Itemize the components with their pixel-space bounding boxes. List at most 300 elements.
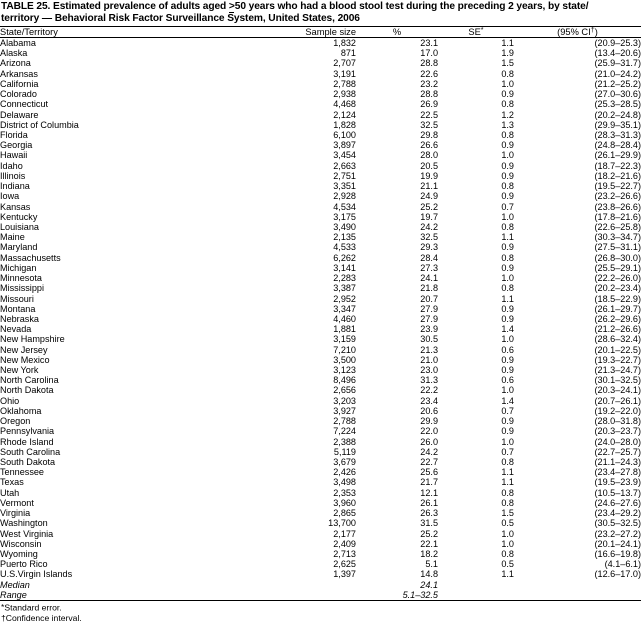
cell-se: 1.0 xyxy=(501,273,514,284)
cell-se: 1.1 xyxy=(501,569,514,580)
table-row xyxy=(0,477,641,487)
cell-percent: 22.0 xyxy=(420,426,438,437)
cell-ci: (29.9–35.1) xyxy=(594,119,641,130)
cell-percent: 21.0 xyxy=(420,354,438,365)
cell-percent: 23.1 xyxy=(420,38,438,49)
cell-state: Washington xyxy=(0,518,48,529)
cell-sample-size: 7,210 xyxy=(333,344,356,355)
cell-ci: (26.8–30.0) xyxy=(594,252,641,263)
cell-sample-size: 3,203 xyxy=(333,395,356,406)
cell-se: 0.7 xyxy=(501,405,514,416)
cell-state: Connecticut xyxy=(0,99,49,110)
cell-percent: 21.7 xyxy=(420,477,438,488)
footnote-mark: † xyxy=(1,613,6,624)
footnote-marker-star: * xyxy=(480,24,484,34)
column-header-se-label: SE xyxy=(468,26,481,37)
cell-ci: (20.1–24.1) xyxy=(594,538,641,549)
table-row xyxy=(0,79,641,89)
cell-sample-size: 871 xyxy=(340,48,356,59)
table-row xyxy=(0,334,641,344)
cell-percent: 27.9 xyxy=(420,313,438,324)
footnote-text: Standard error. xyxy=(4,602,62,613)
cell-ci: (20.1–22.5) xyxy=(594,344,641,355)
cell-ci: (28.6–32.4) xyxy=(594,334,641,345)
table-row xyxy=(0,150,641,160)
cell-state: Wyoming xyxy=(0,548,38,559)
cell-ci: (21.3–24.7) xyxy=(594,365,641,376)
cell-ci: (23.2–27.2) xyxy=(594,528,641,539)
cell-se: 0.7 xyxy=(501,201,514,212)
column-header-ci xyxy=(514,24,641,37)
cell-se: 0.8 xyxy=(501,130,514,140)
cell-sample-size: 2,938 xyxy=(333,89,356,100)
cell-state: California xyxy=(0,78,39,89)
cell-percent: 24.2 xyxy=(420,221,438,232)
cell-state: Pennsylvania xyxy=(0,426,55,437)
cell-se: 0.6 xyxy=(501,344,514,355)
cell-ci: (24.8–28.4) xyxy=(594,140,641,151)
table-rows xyxy=(0,38,641,580)
cell-ci: (28.0–31.8) xyxy=(594,416,641,427)
cell-se: 1.4 xyxy=(501,395,514,406)
cell-ci: (25.9–31.7) xyxy=(594,58,641,69)
cell-se: 0.9 xyxy=(501,242,514,253)
cell-state: Iowa xyxy=(0,191,20,202)
cell-sample-size: 2,283 xyxy=(333,273,356,284)
table-row xyxy=(0,385,641,395)
cell-sample-size: 4,468 xyxy=(333,99,356,110)
cell-se: 0.8 xyxy=(501,181,514,192)
column-header-state: State/Territory xyxy=(0,26,58,37)
cell-percent: 25.2 xyxy=(420,528,438,539)
footnote-marker-dagger: † xyxy=(590,24,595,34)
cell-percent: 23.9 xyxy=(420,324,438,335)
table-row xyxy=(0,38,641,48)
cell-percent: 31.5 xyxy=(420,518,438,529)
cell-percent: 5.1 xyxy=(425,559,438,570)
table-row xyxy=(0,447,641,457)
footnote-mark: * xyxy=(1,602,5,613)
cell-percent: 24.1 xyxy=(420,273,438,284)
cell-percent: 26.6 xyxy=(420,140,438,151)
cell-sample-size: 5,119 xyxy=(333,446,356,457)
cell-state: Vermont xyxy=(0,497,34,508)
cell-state: Kansas xyxy=(0,201,31,212)
column-header-percent: % xyxy=(392,26,402,37)
cell-percent: 28.0 xyxy=(420,150,438,161)
cell-percent: 26.3 xyxy=(420,508,438,519)
table-row xyxy=(0,416,641,426)
cell-ci: (23.4–27.8) xyxy=(594,467,641,478)
cell-se: 1.0 xyxy=(501,528,514,539)
cell-state: North Carolina xyxy=(0,375,59,386)
cell-percent: 26.9 xyxy=(420,99,438,110)
footnote-text: Confidence interval. xyxy=(5,613,82,624)
cell-state: Montana xyxy=(0,303,36,314)
cell-state: Indiana xyxy=(0,181,30,192)
cell-state: District of Columbia xyxy=(0,119,79,130)
footnote xyxy=(1,602,641,613)
cell-state: Kentucky xyxy=(0,211,38,222)
cell-percent: 27.9 xyxy=(420,303,438,314)
cell-state: Virginia xyxy=(0,508,31,519)
table-row xyxy=(0,518,641,528)
cell-percent: 22.1 xyxy=(420,538,438,549)
table-row xyxy=(0,130,641,140)
cell-se: 1.3 xyxy=(501,119,514,130)
cell-se: 1.0 xyxy=(501,334,514,345)
table-row xyxy=(0,498,641,508)
table-row xyxy=(0,181,641,191)
cell-sample-size: 2,788 xyxy=(333,416,356,427)
cell-ci: (24.6–27.6) xyxy=(594,497,641,508)
cell-se: 0.8 xyxy=(501,68,514,79)
table-row xyxy=(0,140,641,150)
cell-sample-size: 3,141 xyxy=(333,262,356,273)
cell-sample-size: 2,928 xyxy=(333,191,356,202)
cell-percent: 19.9 xyxy=(420,170,438,181)
cell-ci: (18.5–22.9) xyxy=(594,293,641,304)
cell-state: Maryland xyxy=(0,242,38,253)
cell-se: 0.8 xyxy=(501,283,514,294)
table-title-line2: territory — Behavioral Risk Factor Surveillance System, United States, 2006 xyxy=(1,13,360,25)
table-header xyxy=(0,24,641,37)
table-row xyxy=(0,488,641,498)
cell-se: 0.8 xyxy=(501,221,514,232)
cell-ci: (30.1–32.5) xyxy=(594,375,641,386)
cell-percent: 23.4 xyxy=(420,395,438,406)
cell-state: New Jersey xyxy=(0,344,48,355)
table-row xyxy=(0,304,641,314)
cell-state: South Dakota xyxy=(0,457,56,467)
cell-sample-size: 13,700 xyxy=(328,518,356,529)
cell-ci: (23.2–26.6) xyxy=(594,191,641,202)
cell-state: Massachusetts xyxy=(0,252,61,263)
cell-ci: (23.8–26.6) xyxy=(594,201,641,212)
cell-sample-size: 1,832 xyxy=(333,38,356,49)
cell-percent: 23.2 xyxy=(420,78,438,89)
cell-state: Rhode Island xyxy=(0,436,54,447)
table-row xyxy=(0,191,641,201)
cell-percent: 22.5 xyxy=(420,109,438,120)
cell-sample-size: 2,426 xyxy=(333,467,356,478)
table-row xyxy=(0,437,641,447)
table-row xyxy=(0,365,641,375)
cell-percent: 25.2 xyxy=(420,201,438,212)
cell-percent: 21.3 xyxy=(420,344,438,355)
cell-percent: 27.3 xyxy=(420,262,438,273)
cell-se: 0.8 xyxy=(501,487,514,498)
cell-ci: (20.3–24.1) xyxy=(594,385,641,396)
cell-state: Alaska xyxy=(0,48,28,59)
cell-ci: (30.5–32.5) xyxy=(594,518,641,529)
cell-ci: (22.6–25.8) xyxy=(594,221,641,232)
median-ci xyxy=(514,580,641,590)
table-row xyxy=(0,529,641,539)
cell-se: 1.5 xyxy=(501,58,514,69)
range-label: Range xyxy=(0,589,27,600)
cell-state: Hawaii xyxy=(0,150,28,161)
cell-se: 0.6 xyxy=(501,375,514,386)
cell-ci: (23.4–29.2) xyxy=(594,508,641,519)
cell-sample-size: 2,707 xyxy=(333,58,356,69)
column-header-sample-size: Sample size xyxy=(305,26,356,37)
cell-percent: 24.2 xyxy=(420,446,438,457)
table-row xyxy=(0,99,641,109)
cell-state: Florida xyxy=(0,130,28,140)
cell-percent: 20.7 xyxy=(420,293,438,304)
median-se xyxy=(438,580,514,590)
cell-sample-size: 4,460 xyxy=(333,313,356,324)
cell-ci: (27.0–30.6) xyxy=(594,89,641,100)
cell-state: Nebraska xyxy=(0,313,39,324)
cell-ci: (17.8–21.6) xyxy=(594,211,641,222)
cell-ci: (19.3–22.7) xyxy=(594,354,641,365)
cell-se: 0.8 xyxy=(501,457,514,467)
cell-sample-size: 2,788 xyxy=(333,78,356,89)
cell-state: Oregon xyxy=(0,416,31,427)
cell-percent: 28.8 xyxy=(420,89,438,100)
cell-ci: (18.2–21.6) xyxy=(594,170,641,181)
table-row xyxy=(0,161,641,171)
cell-ci: (26.1–29.9) xyxy=(594,150,641,161)
column-header-ci-close: ) xyxy=(594,26,598,37)
cell-sample-size: 7,224 xyxy=(333,426,356,437)
cell-ci: (21.2–25.2) xyxy=(594,78,641,89)
cell-percent: 26.0 xyxy=(420,436,438,447)
cell-se: 0.9 xyxy=(501,303,514,314)
cell-ci: (16.6–19.8) xyxy=(594,548,641,559)
cell-state: Colorado xyxy=(0,89,37,100)
cell-se: 1.0 xyxy=(501,211,514,222)
greater-than-or-equal-icon: > xyxy=(228,1,235,12)
cell-state: New York xyxy=(0,365,39,376)
cell-sample-size: 2,952 xyxy=(333,293,356,304)
cell-se: 0.9 xyxy=(501,191,514,202)
cell-percent: 21.8 xyxy=(420,283,438,294)
range-percent: 5.1–32.5 xyxy=(402,589,438,600)
median-percent: 24.1 xyxy=(420,579,438,590)
cell-state: Ohio xyxy=(0,395,20,406)
cell-se: 0.8 xyxy=(501,99,514,110)
cell-se: 1.1 xyxy=(501,232,514,243)
cell-percent: 30.5 xyxy=(420,334,438,345)
cell-sample-size: 3,123 xyxy=(333,365,356,376)
table-row xyxy=(0,457,641,467)
cell-percent: 29.8 xyxy=(420,130,438,140)
table-row xyxy=(0,212,641,222)
table-row xyxy=(0,375,641,385)
cell-state: Arizona xyxy=(0,58,31,69)
cell-se: 1.1 xyxy=(501,467,514,478)
cell-percent: 19.7 xyxy=(420,211,438,222)
cell-sample-size: 3,897 xyxy=(333,140,356,151)
cell-state: Delaware xyxy=(0,109,39,120)
cell-sample-size: 2,663 xyxy=(333,160,356,171)
cell-state: New Hampshire xyxy=(0,334,65,345)
cell-se: 0.9 xyxy=(501,313,514,324)
table-row xyxy=(0,232,641,242)
cell-sample-size: 3,679 xyxy=(333,457,356,467)
cell-ci: (20.2–23.4) xyxy=(594,283,641,294)
cell-state: West Virginia xyxy=(0,528,54,539)
table-row xyxy=(0,202,641,212)
cell-state: Mississippi xyxy=(0,283,44,294)
table-row xyxy=(0,569,641,579)
cell-ci: (24.0–28.0) xyxy=(594,436,641,447)
column-header-ci-label: (95% CI xyxy=(557,26,591,37)
table-row xyxy=(0,222,641,232)
table-title-line1-part1: TABLE 25. Estimated prevalence of adults aged xyxy=(1,1,229,12)
cell-state: Utah xyxy=(0,487,20,498)
cell-se: 1.9 xyxy=(501,48,514,59)
cell-ci: (28.3–31.3) xyxy=(594,130,641,140)
cell-se: 1.0 xyxy=(501,78,514,89)
cell-state: Minnesota xyxy=(0,273,42,284)
table-row xyxy=(0,426,641,436)
cell-state: Texas xyxy=(0,477,24,488)
table-row-range xyxy=(0,590,641,600)
cell-sample-size: 4,533 xyxy=(333,242,356,253)
cell-percent: 20.5 xyxy=(420,160,438,171)
cell-percent: 23.0 xyxy=(420,365,438,376)
cell-sample-size: 2,124 xyxy=(333,109,356,120)
cell-percent: 31.3 xyxy=(420,375,438,386)
table-row xyxy=(0,58,641,68)
cell-se: 1.1 xyxy=(501,477,514,488)
cell-state: Illinois xyxy=(0,170,26,181)
cell-sample-size: 2,713 xyxy=(333,548,356,559)
cell-sample-size: 3,351 xyxy=(333,181,356,192)
cell-sample-size: 3,490 xyxy=(333,221,356,232)
table-row xyxy=(0,48,641,58)
cell-sample-size: 6,100 xyxy=(333,130,356,140)
cell-sample-size: 3,175 xyxy=(333,211,356,222)
cell-percent: 22.2 xyxy=(420,385,438,396)
cell-state: Idaho xyxy=(0,160,23,171)
table-row xyxy=(0,283,641,293)
cell-se: 0.9 xyxy=(501,354,514,365)
cell-state: South Carolina xyxy=(0,446,61,457)
cell-sample-size: 2,353 xyxy=(333,487,356,498)
table-row xyxy=(0,242,641,252)
range-ci xyxy=(514,590,641,600)
cell-se: 1.0 xyxy=(501,385,514,396)
cell-ci: (13.4–20.6) xyxy=(594,48,641,59)
table-row xyxy=(0,294,641,304)
cell-state: Michigan xyxy=(0,262,37,273)
range-sample-size xyxy=(300,590,356,600)
table-row xyxy=(0,396,641,406)
cell-percent: 14.8 xyxy=(420,569,438,580)
cell-sample-size: 3,347 xyxy=(333,303,356,314)
cell-sample-size: 3,500 xyxy=(333,354,356,365)
table-row xyxy=(0,263,641,273)
cell-se: 0.9 xyxy=(501,160,514,171)
cell-se: 0.7 xyxy=(501,446,514,457)
cell-state: Louisiana xyxy=(0,221,39,232)
cell-sample-size: 2,409 xyxy=(333,538,356,549)
table-row xyxy=(0,110,641,120)
cell-ci: (21.0–24.2) xyxy=(594,68,641,79)
cell-se: 0.9 xyxy=(501,140,514,151)
cell-sample-size: 8,496 xyxy=(333,375,356,386)
cell-state: Oklahoma xyxy=(0,405,42,416)
cell-sample-size: 3,191 xyxy=(333,68,356,79)
cell-se: 1.0 xyxy=(501,150,514,161)
cell-ci: (19.5–22.7) xyxy=(594,181,641,192)
range-se xyxy=(438,590,514,600)
cell-se: 0.5 xyxy=(501,518,514,529)
cell-sample-size: 2,388 xyxy=(333,436,356,447)
cell-percent: 25.6 xyxy=(420,467,438,478)
cell-ci: (26.1–29.7) xyxy=(594,303,641,314)
table-title-line1-part2: 50 years who had a blood stool test during the preceding 2 years, by state/ xyxy=(234,1,589,12)
cell-se: 1.1 xyxy=(501,38,514,49)
cell-sample-size: 2,656 xyxy=(333,385,356,396)
cell-sample-size: 2,135 xyxy=(333,232,356,243)
cell-sample-size: 4,534 xyxy=(333,201,356,212)
cell-ci: (12.6–17.0) xyxy=(594,569,641,580)
median-sample-size xyxy=(300,580,356,590)
cell-percent: 28.8 xyxy=(420,58,438,69)
table-footnotes xyxy=(0,601,641,624)
cell-se: 0.8 xyxy=(501,548,514,559)
cell-ci: (25.5–29.1) xyxy=(594,262,641,273)
cell-percent: 18.2 xyxy=(420,548,438,559)
cell-state: Missouri xyxy=(0,293,34,304)
footnote xyxy=(1,613,641,624)
cell-percent: 20.6 xyxy=(420,405,438,416)
table-row xyxy=(0,345,641,355)
table-row-median xyxy=(0,580,641,590)
cell-sample-size: 3,159 xyxy=(333,334,356,345)
table-row xyxy=(0,467,641,477)
cell-ci: (22.2–26.0) xyxy=(594,273,641,284)
cell-ci: (26.2–29.6) xyxy=(594,313,641,324)
cell-state: New Mexico xyxy=(0,354,50,365)
cell-state: Tennessee xyxy=(0,467,44,478)
column-header-se xyxy=(438,24,514,37)
cell-percent: 24.9 xyxy=(420,191,438,202)
cell-sample-size: 3,927 xyxy=(333,405,356,416)
cell-percent: 21.1 xyxy=(420,181,438,192)
cell-se: 1.1 xyxy=(501,293,514,304)
cell-ci: (18.7–22.3) xyxy=(594,160,641,171)
cell-sample-size: 1,881 xyxy=(333,324,356,335)
cell-ci: (20.9–25.3) xyxy=(594,38,641,49)
cell-ci: (21.2–26.6) xyxy=(594,324,641,335)
cell-se: 0.9 xyxy=(501,262,514,273)
cell-state: Maine xyxy=(0,232,25,243)
cell-se: 0.9 xyxy=(501,365,514,376)
cell-sample-size: 3,454 xyxy=(333,150,356,161)
cell-percent: 28.4 xyxy=(420,252,438,263)
table-title xyxy=(0,0,641,26)
cell-sample-size: 3,960 xyxy=(333,497,356,508)
table-header-row xyxy=(0,27,641,37)
table-row xyxy=(0,406,641,416)
cell-sample-size: 2,865 xyxy=(333,508,356,519)
cell-ci: (21.1–24.3) xyxy=(594,457,641,467)
cell-ci: (10.5–13.7) xyxy=(594,487,641,498)
cell-sample-size: 3,387 xyxy=(333,283,356,294)
median-label: Median xyxy=(0,579,30,590)
table-row xyxy=(0,253,641,263)
table-row xyxy=(0,120,641,130)
cell-percent: 26.1 xyxy=(420,497,438,508)
cell-state: U.S.Virgin Islands xyxy=(0,569,73,580)
